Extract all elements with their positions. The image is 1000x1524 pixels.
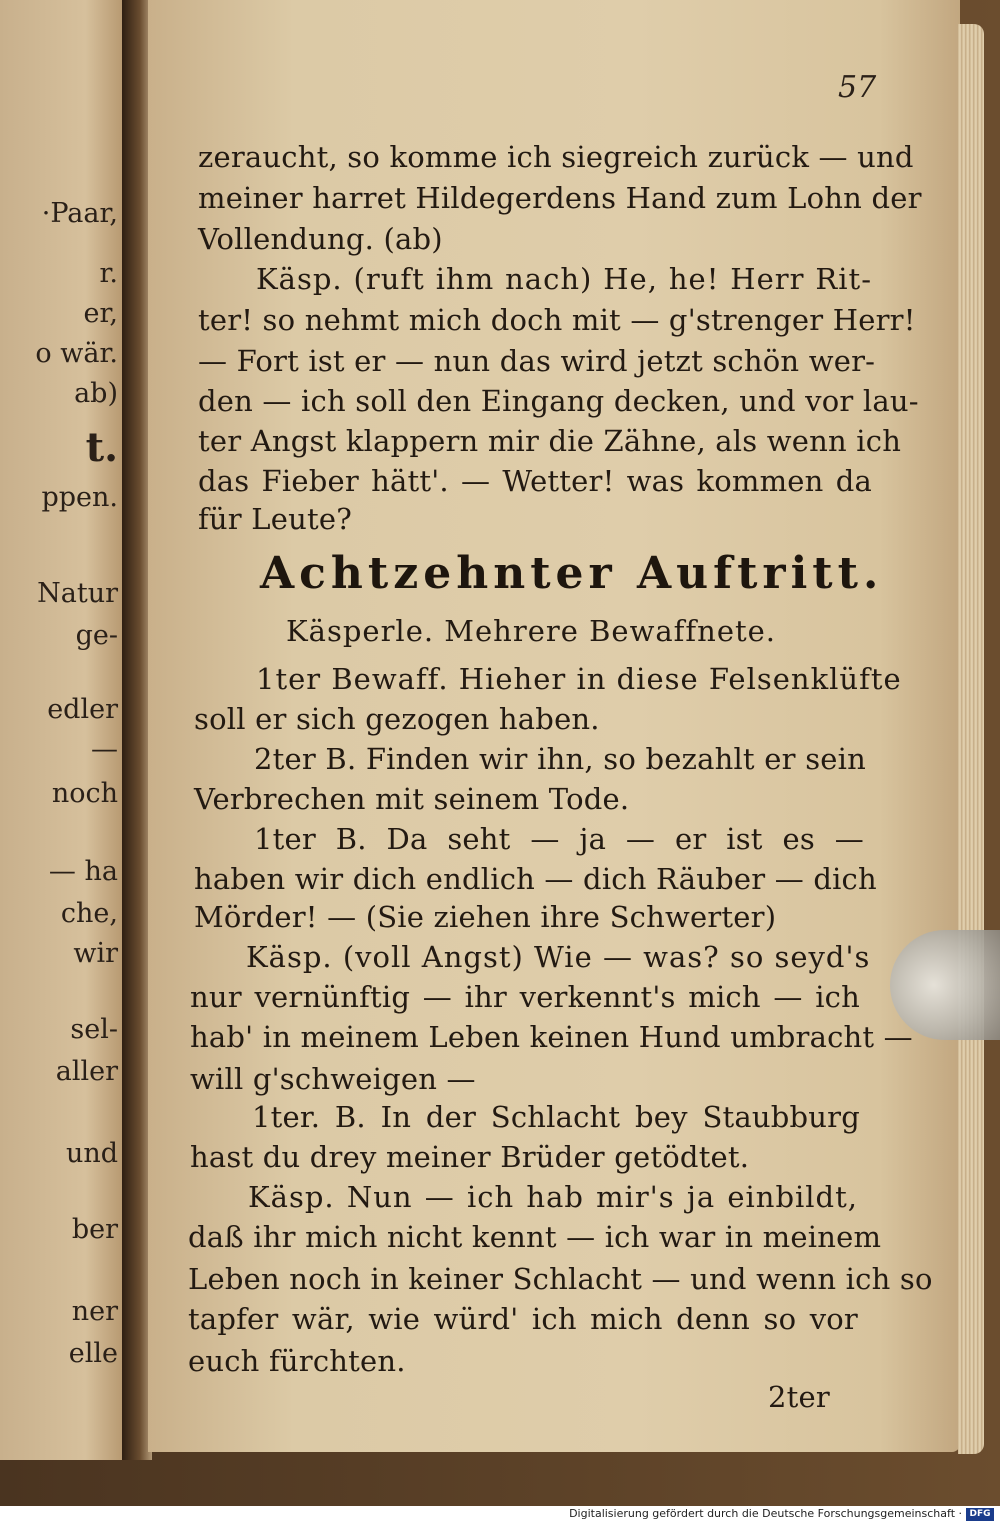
dfg-logo-icon: DFG [966, 1508, 994, 1521]
left-fragment: t. [85, 424, 118, 471]
text-line: haben wir dich endlich — dich Räuber — dich [194, 862, 877, 896]
text-line: Käsp. Nun — ich hab mir's ja einbildt, [248, 1180, 858, 1214]
text-line: den — ich soll den Eingang decken, und vor lau- [198, 384, 919, 418]
text-line: Verbrechen mit seinem Tode. [194, 782, 630, 816]
text-line: soll er sich gezogen haben. [194, 702, 600, 736]
left-fragment: Natur [37, 578, 118, 609]
text-line: daß ihr mich nicht kennt — ich war in meinem [188, 1220, 882, 1254]
left-fragment: ber [71, 1214, 118, 1245]
left-fragment: r. [99, 258, 118, 289]
left-fragment: wir [73, 938, 118, 969]
text-line: für Leute? [198, 502, 352, 536]
catchword: 2ter [768, 1380, 830, 1414]
left-fragment: — [91, 734, 118, 765]
text-line: tapfer wär, wie würd' ich mich denn so vor [188, 1302, 858, 1336]
scene-heading: Achtzehnter Auftritt. [260, 548, 884, 599]
digitization-credit: Digitalisierung gefördert durch die Deutsche Forschungsgemeinschaft · [569, 1507, 962, 1520]
left-fragment: ge- [75, 620, 118, 651]
text-line: meiner harret Hildegerdens Hand zum Lohn der [198, 181, 922, 215]
left-fragment: aller [55, 1056, 118, 1087]
text-line: zeraucht, so komme ich siegreich zurück — und [198, 140, 914, 174]
text-line: 2ter B. Finden wir ihn, so bezahlt er sein [254, 742, 866, 776]
text-line: hast du drey meiner Brüder getödtet. [190, 1140, 750, 1174]
left-fragment: noch [51, 778, 118, 809]
left-fragment: und [65, 1138, 118, 1169]
left-fragment: elle [68, 1338, 118, 1369]
text-line: das Fieber hätt'. — Wetter! was kommen da [198, 464, 872, 498]
text-line: 1ter Bewaff. Hieher in diese Felsenklüfte [256, 662, 902, 696]
text-line: 1ter B. Da seht — ja — er ist es — [254, 822, 864, 856]
left-fragment: ·Paar, [41, 198, 118, 229]
left-fragment: o wär. [35, 338, 118, 369]
left-fragment: ner [71, 1296, 118, 1327]
text-line: hab' in meinem Leben keinen Hund umbracht — [190, 1020, 913, 1054]
text-line: ter! so nehmt mich doch mit — g'strenger Herr! [198, 303, 916, 337]
text-line: Käsperle. Mehrere Bewaffnete. [286, 614, 777, 648]
left-fragment: er, [83, 298, 118, 329]
text-line: will g'schweigen — [190, 1062, 476, 1096]
text-line: Mörder! — (Sie ziehen ihre Schwerter) [194, 900, 777, 934]
text-line: ter Angst klappern mir die Zähne, als wenn ich [198, 424, 902, 458]
text-line: nur vernünftig — ihr verkennt's mich — ich [190, 980, 860, 1014]
left-fragment: che, [60, 898, 118, 929]
text-line: Käsp. (ruft ihm nach) He, he! Herr Rit- [256, 262, 872, 296]
text-line: euch fürchten. [188, 1344, 406, 1378]
left-fragment: ppen. [41, 482, 118, 513]
text-line: Käsp. (voll Angst) Wie — was? so seyd's [246, 940, 871, 974]
footer-bar [0, 1506, 1000, 1524]
page-number: 57 [838, 70, 877, 105]
text-line: Vollendung. (ab) [198, 222, 443, 256]
left-fragment: sel- [70, 1014, 118, 1045]
left-fragment: — ha [48, 856, 118, 887]
text-line: 1ter. B. In der Schlacht bey Staubburg [252, 1100, 860, 1134]
left-fragment: edler [47, 694, 118, 725]
text-line: — Fort ist er — nun das wird jetzt schön wer- [198, 344, 876, 378]
thumb-clip [890, 930, 1000, 1040]
text-line: Leben noch in keiner Schlacht — und wenn ich so [188, 1262, 933, 1296]
left-fragment: ab) [74, 378, 118, 409]
